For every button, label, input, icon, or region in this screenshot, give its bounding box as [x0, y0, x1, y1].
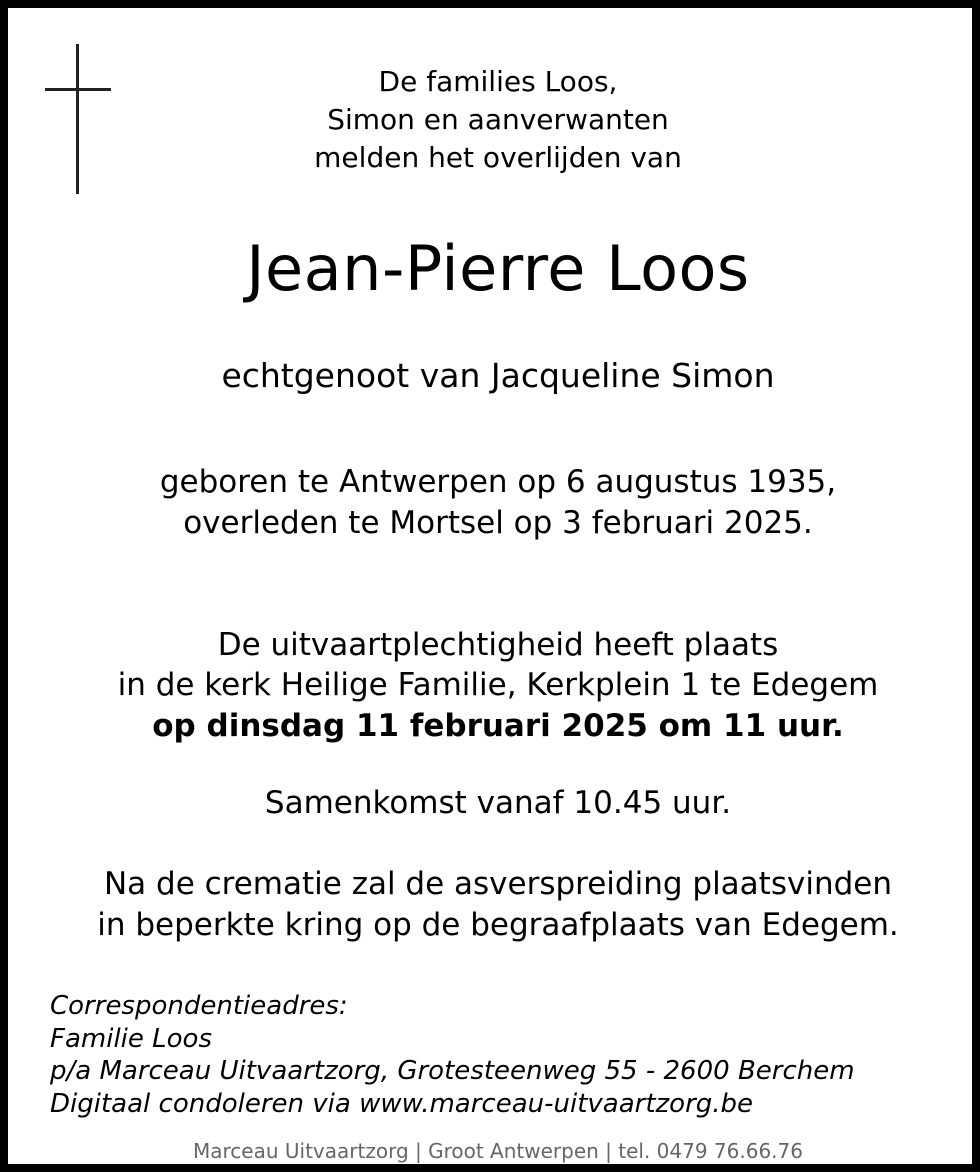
cremation-line-1: Na de crematie zal de asverspreiding plaatsvinden	[103, 866, 892, 902]
death-line: overleden te Mortsel op 3 februari 2025.	[183, 505, 813, 541]
gathering-line: Samenkomst vanaf 10.45 uur.	[264, 785, 732, 821]
correspondence-heading: Correspondentieadres:	[50, 991, 348, 1021]
footer-line: Marceau Uitvaartzorg | Groot Antwerpen | tel. 0479 76.66.76	[193, 1139, 803, 1163]
deceased-name: Jean-Pierre Loos	[246, 232, 750, 305]
intro-line-2: Simon en aanverwanten	[327, 103, 669, 136]
intro-line-3: melden het overlijden van	[314, 141, 682, 174]
correspondence-name: Familie Loos	[50, 1024, 212, 1054]
spouse-line: echtgenoot van Jacqueline Simon	[221, 356, 775, 395]
cremation-line-2: in beperkte kring op de begraafplaats van Edegem.	[97, 907, 899, 943]
correspondence-address: p/a Marceau Uitvaartzorg, Grotesteenweg 55 - 2600 Berchem	[50, 1056, 855, 1086]
birth-line: geboren te Antwerpen op 6 augustus 1935,	[159, 464, 837, 500]
ceremony-line-2: in de kerk Heilige Familie, Kerkplein 1 te Edegem	[117, 667, 879, 703]
ceremony-date: op dinsdag 11 februari 2025 om 11 uur.	[152, 708, 844, 744]
condolence-link: Digitaal condoleren via www.marceau-uitvaartzorg.be	[50, 1089, 754, 1119]
intro-line-1: De families Loos,	[378, 65, 618, 98]
ceremony-line-1: De uitvaartplechtigheid heeft plaats	[217, 627, 779, 663]
